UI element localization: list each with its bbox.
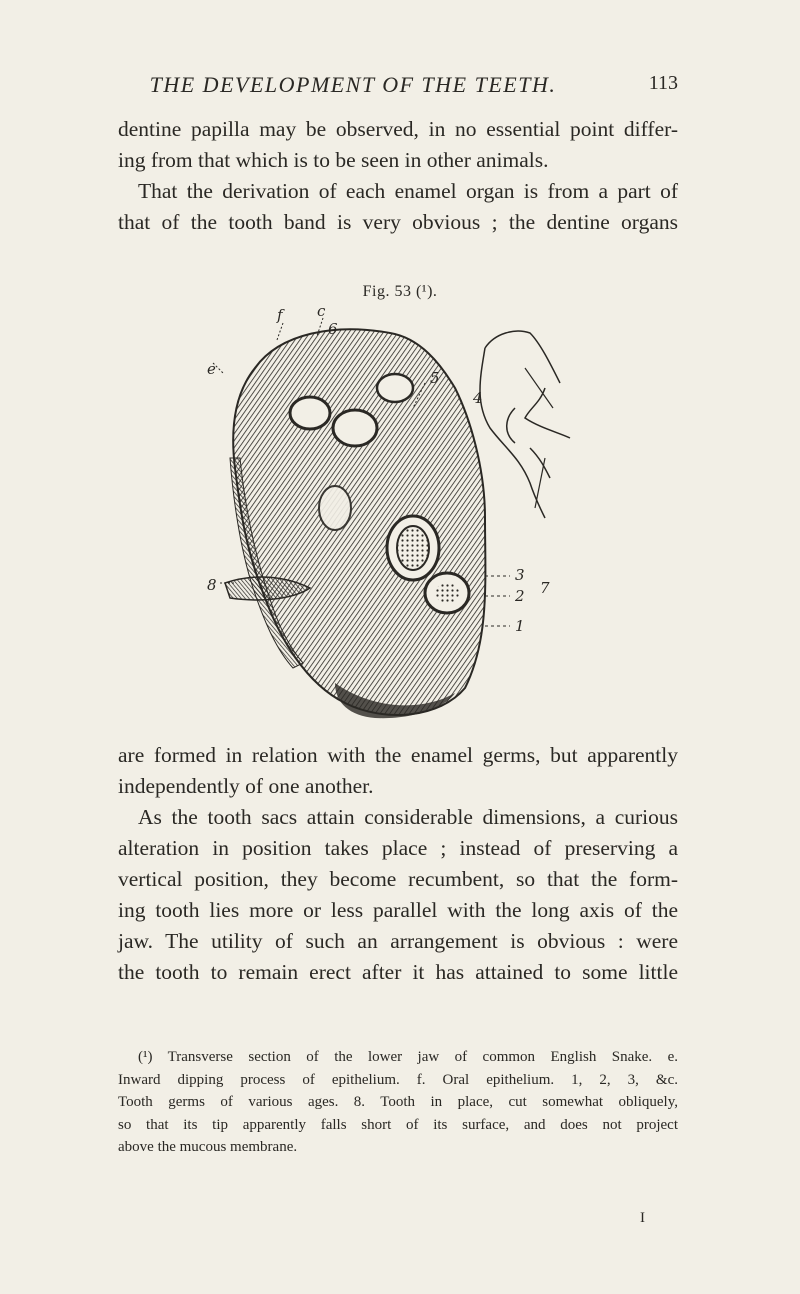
text-line: are formed in relation with the enamel germs, but apparently xyxy=(118,743,678,767)
paragraph-top xyxy=(118,114,678,238)
footnote-line: above the mucous membrane. xyxy=(118,1139,298,1155)
footnote-line: Inward dipping process of epithelium. f. Oral epithelium. 1, 2, 3, &c. xyxy=(118,1071,678,1088)
figure-caption: Fig. 53 (¹). xyxy=(362,283,438,300)
text-line: independently of one another. xyxy=(118,774,374,798)
tooth-germ xyxy=(377,374,413,402)
jaw-section-illustration xyxy=(185,308,645,728)
label-4: 4 xyxy=(473,389,483,407)
running-title: THE DEVELOPMENT OF THE TEETH. xyxy=(149,72,557,97)
text-line: jaw. The utility of such an arrangement is obvious : were xyxy=(118,929,678,953)
text-line: that of the tooth band is very obvious ; the dentine organs xyxy=(118,210,678,234)
text-line: That the derivation of each enamel organ is from a part of xyxy=(138,179,678,203)
page-number: 113 xyxy=(648,72,678,94)
text-line: the tooth to remain erect after it has attained to some little xyxy=(118,960,678,984)
oral-epithelium-outline xyxy=(485,331,560,383)
label-1: 1 xyxy=(515,617,525,635)
tooth-germ xyxy=(290,397,330,429)
label-8: 8 xyxy=(207,576,217,594)
text-line: ing tooth lies more or less parallel with the long axis of the xyxy=(118,898,678,922)
footnote xyxy=(118,1046,678,1159)
label-2: 2 xyxy=(515,587,525,605)
tooth-germ xyxy=(333,410,377,446)
text-line: ing from that which is to be seen in other animals. xyxy=(118,148,549,172)
label-c: c xyxy=(317,308,326,320)
footnote-line: so that its tip apparently falls short of its surface, and does not project xyxy=(118,1116,678,1133)
footnote-line: Tooth germs of various ages. 8. Tooth in place, cut somewhat obliquely, xyxy=(118,1094,678,1110)
label-f: f xyxy=(277,308,283,324)
footnote-line: (¹) Transverse section of the lower jaw of common English Snake. e. xyxy=(138,1049,678,1065)
paragraph-bottom xyxy=(118,740,678,988)
text-line: As the tooth sacs attain considerable dimensions, a curious xyxy=(138,805,678,829)
label-7: 7 xyxy=(540,579,550,597)
page-header xyxy=(118,72,678,106)
label-e: e xyxy=(207,360,216,378)
jaw-section xyxy=(233,329,485,715)
signature-mark: I xyxy=(640,1210,645,1226)
label-3: 3 xyxy=(515,566,525,584)
label-6: 6 xyxy=(328,320,338,338)
text-line: alteration in position takes place ; instead of preserving a xyxy=(118,836,678,860)
label-5: 5 xyxy=(430,369,440,387)
text-line: dentine papilla may be observed, in no essential point differ- xyxy=(118,117,678,141)
text-line: vertical position, they become recumbent, so that the form- xyxy=(118,867,678,891)
